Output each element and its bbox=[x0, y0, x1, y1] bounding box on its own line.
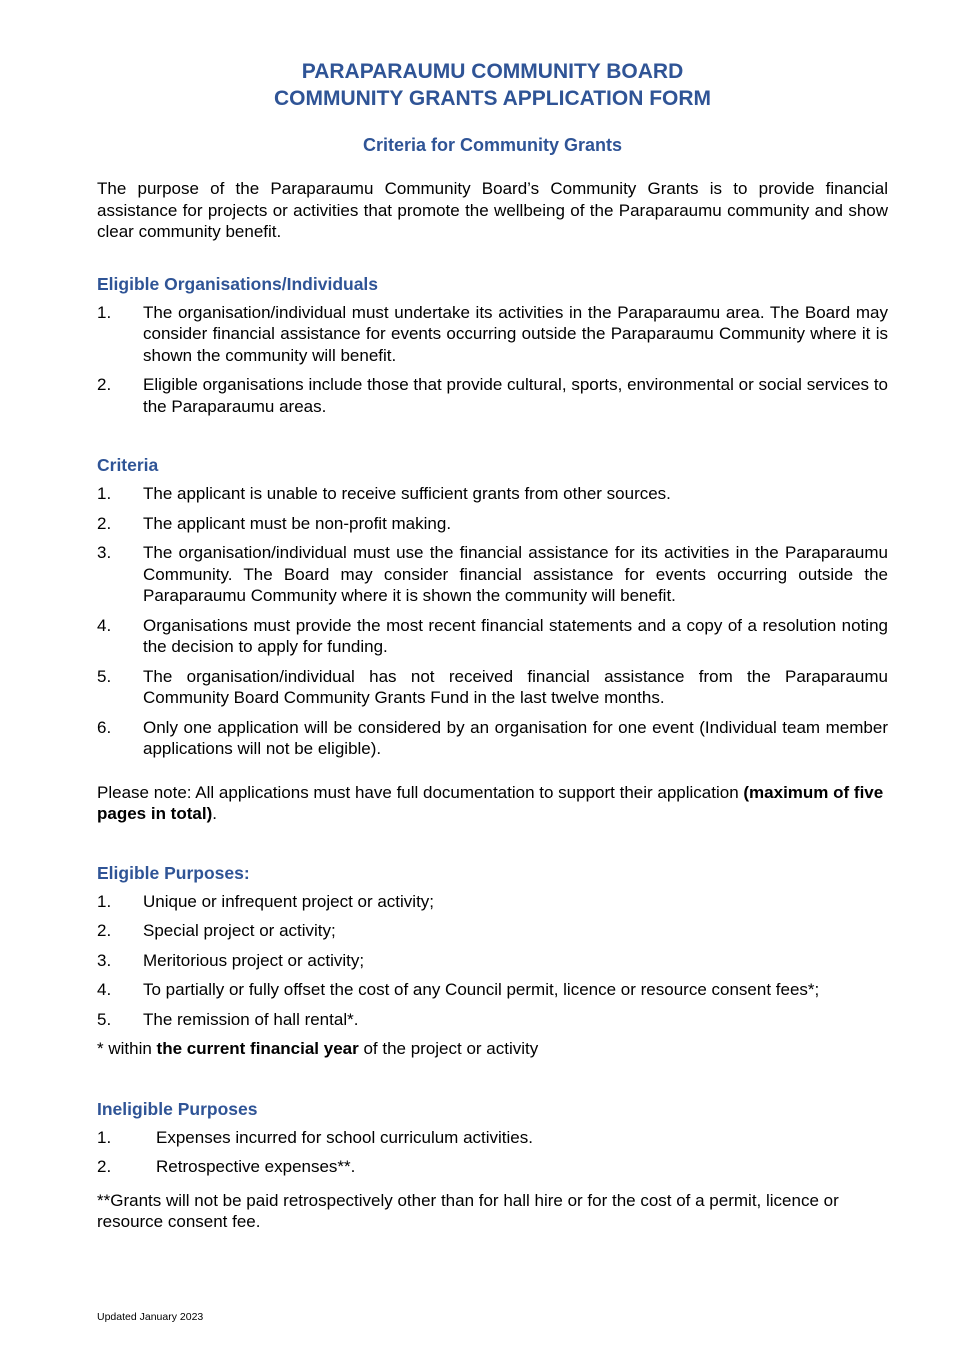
list-item-text: Only one application will be considered by an organisation for one event (Individual team member applications will not be eligible). bbox=[143, 717, 888, 758]
criteria-heading: Criteria bbox=[97, 455, 159, 475]
list-item-number: 2. bbox=[97, 921, 112, 940]
footnote-bold: the current financial year bbox=[156, 1039, 359, 1058]
list-item-number: 1. bbox=[97, 1127, 112, 1147]
list-item bbox=[97, 1009, 888, 1031]
list-item-text: The organisation/individual has not received financial assistance from the Paraparaumu Community Board Community Grants Fund in the last twelve months. bbox=[143, 666, 888, 707]
list-item-text: Organisations must provide the most recent financial statements and a copy of a resolution noting the decision to apply for funding. bbox=[143, 615, 888, 656]
document-page bbox=[97, 58, 888, 1233]
please-note-bold: (maximum of five pages in total) bbox=[97, 782, 884, 823]
list-item-number: 5. bbox=[97, 666, 112, 686]
list-item-number: 1. bbox=[97, 484, 112, 503]
list-item-text: The applicant must be non-profit making. bbox=[143, 513, 452, 533]
eligible-purposes-footnote bbox=[97, 1038, 888, 1060]
criteria-section bbox=[97, 454, 888, 760]
list-item-text: Retrospective expenses**. bbox=[156, 1157, 356, 1176]
list-item bbox=[97, 542, 888, 607]
list-item-text: Eligible organisations include those that provide cultural, sports, environmental or social services to the Paraparaumu areas. bbox=[143, 375, 888, 416]
list-item-text: The organisation/individual must undertake its activities in the Paraparaumu area. The Board may consider financial assistance for events occurring outside the Paraparaumu Community where it is shown the community will benefit. bbox=[143, 302, 888, 365]
eligible-purposes-list bbox=[97, 891, 888, 1031]
list-item-number: 4. bbox=[97, 980, 112, 999]
footer-updated-date: Updated January 2023 bbox=[97, 1311, 204, 1323]
title-line-2: COMMUNITY GRANTS APPLICATION FORM bbox=[273, 87, 712, 110]
ineligible-purposes-list bbox=[97, 1127, 888, 1178]
footnote-post: of the project or activity bbox=[358, 1039, 539, 1058]
list-item-text: To partially or fully offset the cost of any Council permit, licence or resource consent fees*; bbox=[143, 980, 820, 999]
list-item-number: 1. bbox=[97, 302, 112, 322]
list-item-text: The organisation/individual must use the financial assistance for its activities in the Paraparaumu Community. The Board may consider financial assistance for events occurring outside the Paraparaumu Community where it is shown the community will benefit. bbox=[143, 543, 888, 605]
please-note-paragraph bbox=[97, 782, 888, 825]
eligible-organisations-section bbox=[97, 273, 888, 418]
list-item bbox=[97, 374, 888, 417]
list-item-text: Expenses incurred for school curriculum activities. bbox=[156, 1127, 533, 1147]
ineligible-purposes-heading: Ineligible Purposes bbox=[97, 1098, 258, 1119]
list-item-number: 5. bbox=[97, 1009, 112, 1029]
eligible-purposes-heading: Eligible Purposes: bbox=[97, 862, 250, 883]
document-subtitle: Criteria for Community Grants bbox=[362, 135, 623, 155]
list-item-text: Unique or infrequent project or activity; bbox=[143, 891, 435, 911]
list-item bbox=[97, 979, 888, 1001]
list-item-number: 2. bbox=[97, 513, 112, 533]
list-item-number: 6. bbox=[97, 717, 112, 737]
list-item bbox=[97, 717, 888, 760]
list-item-number: 3. bbox=[97, 950, 112, 970]
list-item bbox=[97, 483, 888, 505]
list-item bbox=[97, 666, 888, 709]
ineligible-purposes-footnote: **Grants will not be paid retrospectively other than for hall hire or for the cost of a permit, licence or resource consent fee. bbox=[97, 1190, 839, 1231]
intro-paragraph: The purpose of the Paraparaumu Community Board’s Community Grants is to provide financial assistance for projects or activities that promote the wellbeing of the Paraparaumu community and show clear community benefit. bbox=[97, 179, 888, 241]
title-line-1: PARAPARAUMU COMMUNITY BOARD bbox=[301, 60, 684, 83]
list-item bbox=[97, 513, 888, 535]
document-title bbox=[97, 58, 888, 112]
please-note-text: Please note: All applications must have full documentation to support their application bbox=[97, 782, 744, 802]
list-item bbox=[97, 615, 888, 658]
eligible-organisations-heading: Eligible Organisations/Individuals bbox=[97, 273, 379, 294]
list-item-text: The remission of hall rental*. bbox=[143, 1009, 359, 1029]
list-item bbox=[97, 920, 888, 942]
list-item-number: 1. bbox=[97, 891, 112, 911]
footnote-pre: * within bbox=[97, 1039, 157, 1058]
list-item bbox=[97, 1156, 888, 1178]
list-item bbox=[97, 302, 888, 367]
list-item-number: 2. bbox=[97, 375, 112, 394]
list-item-text: Special project or activity; bbox=[143, 921, 336, 940]
criteria-list bbox=[97, 483, 888, 760]
ineligible-purposes-section bbox=[97, 1098, 888, 1233]
eligible-purposes-section bbox=[97, 862, 888, 1060]
list-item-number: 4. bbox=[97, 615, 112, 635]
list-item bbox=[97, 891, 888, 913]
list-item bbox=[97, 950, 888, 972]
please-note-end: . bbox=[212, 804, 217, 823]
list-item bbox=[97, 1127, 888, 1149]
list-item-number: 3. bbox=[97, 543, 112, 562]
list-item-number: 2. bbox=[97, 1157, 112, 1176]
list-item-text: Meritorious project or activity; bbox=[143, 950, 365, 970]
list-item-text: The applicant is unable to receive sufficient grants from other sources. bbox=[143, 484, 671, 503]
eligible-organisations-list bbox=[97, 302, 888, 418]
